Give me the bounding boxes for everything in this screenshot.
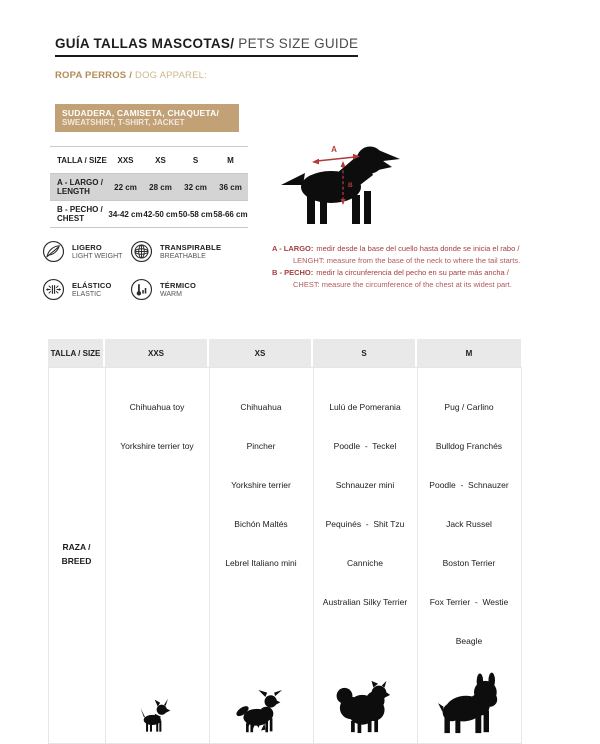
size-table-header-label: TALLA / SIZE: [57, 155, 107, 165]
breed-item: Lebrel Italiano mini: [225, 557, 297, 568]
size-col-m: M: [227, 155, 234, 165]
size-col-xxs: XXS: [117, 155, 134, 165]
page-subtitle-es: ROPA PERROS /: [55, 70, 133, 81]
feature-text: [72, 281, 112, 299]
category-box: [55, 104, 239, 132]
svg-text:A: A: [331, 145, 337, 154]
note-chest-en: CHEST: measure the circumference of the chest at its widest part.: [293, 280, 512, 289]
breed-item: Pug / Carlino: [444, 401, 494, 412]
length-row: [50, 173, 248, 200]
measuring-notes: [272, 243, 594, 291]
breed-cell-xxs: [105, 367, 210, 744]
breed-item: Boston Terrier: [442, 557, 496, 568]
dog-slot-m: [435, 674, 503, 734]
feature-label-es: TÉRMICO: [160, 280, 196, 290]
note-chest-es: [272, 267, 594, 279]
chest-row-label: B - PECHO / CHEST: [57, 205, 103, 223]
breed-item: Beagle: [455, 635, 483, 646]
breed-item: Pequinés - Shit Tzu: [325, 518, 405, 529]
thermometer-icon: [130, 278, 153, 301]
note-chest-lead: B - PECHO:: [272, 268, 314, 277]
feature-label-en: BREATHABLE: [160, 252, 206, 260]
note-chest-rest: medir la circunferencia del pecho en su parte más ancha /: [316, 268, 509, 277]
length-xxs: 22 cm: [114, 182, 137, 192]
breed-item: Yorkshire terrier toy: [120, 440, 194, 451]
page-title-es: GUÍA TALLAS MASCOTAS/: [55, 36, 235, 51]
chest-xs: 42-50 cm: [143, 209, 178, 219]
breed-header-xxs: XXS: [105, 339, 209, 367]
feature-breathable: [130, 240, 221, 263]
chest-row: [50, 200, 248, 228]
breed-item: Poodle - Schnauzer: [429, 479, 509, 490]
breed-row-label: [48, 367, 106, 744]
page-title-en: PETS SIZE GUIDE: [238, 36, 359, 51]
size-col-s: S: [192, 155, 199, 165]
feature-text: [160, 243, 221, 261]
feature-label-es: TRANSPIRABLE: [160, 242, 222, 252]
chest-xxs: 34-42 cm: [108, 209, 143, 219]
chest-m: 58-66 cm: [213, 209, 248, 219]
breed-item: Schnauzer mini: [335, 479, 395, 490]
breed-cell-xs: [209, 367, 314, 744]
size-col-xs: XS: [155, 155, 166, 165]
feature-text: [72, 243, 122, 261]
page-subtitle: [55, 70, 207, 81]
long-haired-chihuahua-silhouette-icon: [234, 690, 288, 734]
breed-item: Chihuahua: [240, 401, 282, 412]
page-title: [55, 36, 358, 57]
feature-label-es: ELÁSTICO: [72, 280, 112, 290]
note-length-lead: A - LARGO:: [272, 244, 314, 253]
feature-elastic: [42, 278, 112, 301]
breed-table: [48, 339, 521, 646]
length-s: 32 cm: [184, 182, 207, 192]
feature-lightweight: [42, 240, 122, 263]
feature-label-en: LIGHT WEIGHT: [72, 252, 123, 260]
note-length-es: [272, 243, 594, 255]
mesh-globe-icon: [130, 240, 153, 263]
breed-list-m: [429, 375, 508, 674]
category-line-en: SWEATSHIRT, T-SHIRT, JACKET: [62, 118, 185, 127]
breed-item: Fox Terrier - Westie: [429, 596, 509, 607]
breed-item: Poodle - Teckel: [333, 440, 397, 451]
chest-s: 50-58 cm: [178, 209, 213, 219]
breed-table-body: [48, 367, 521, 646]
pomeranian-silhouette-icon: [334, 680, 396, 734]
size-table: [50, 146, 248, 228]
dog-slot-xxs: [136, 479, 178, 734]
breed-item: Jack Russel: [446, 518, 492, 529]
breed-item: Australian Silky Terrier: [322, 596, 408, 607]
breed-item: Yorkshire terrier: [231, 479, 291, 490]
breed-list-xs: [225, 375, 296, 596]
breed-header-label: TALLA / SIZE: [48, 339, 105, 367]
dog-slot-xs: [234, 596, 288, 734]
feature-warm: [130, 278, 196, 301]
labrador-silhouette-icon: [279, 135, 409, 235]
svg-text:B: B: [348, 182, 353, 189]
length-m: 36 cm: [219, 182, 242, 192]
breed-cell-m: [417, 367, 522, 744]
feature-label-en: ELASTIC: [72, 290, 102, 298]
breed-row-label-es: RAZA /: [62, 542, 91, 552]
length-row-label: A - LARGO / LENGTH: [57, 178, 103, 196]
breed-table-header: [48, 339, 521, 367]
breed-item: Canniche: [347, 557, 383, 568]
size-table-header-row: [50, 146, 248, 173]
dog-slot-s: [334, 635, 396, 734]
breed-list-s: [323, 375, 407, 635]
breed-item: Pincher: [246, 440, 276, 451]
page-subtitle-en: DOG APPAREL:: [135, 70, 207, 81]
stretch-arrows-icon: [42, 278, 65, 301]
category-line-es: SUDADERA, CAMISETA, CHAQUETA/: [62, 108, 220, 118]
note-length-en: LENGHT: measure from the base of the neck to where the tail starts.: [293, 256, 521, 265]
french-bulldog-silhouette-icon: [435, 674, 503, 734]
breed-row-label-en: BREED: [61, 556, 92, 566]
breed-item: Lulú de Pomerania: [329, 401, 401, 412]
feature-label-en: WARM: [160, 290, 182, 298]
measurement-diagram: [279, 135, 409, 240]
breed-item: Chihuahua toy: [129, 401, 185, 412]
breed-header-s: S: [313, 339, 417, 367]
breed-header-m: M: [417, 339, 521, 367]
feature-text: [160, 281, 196, 299]
breed-item: Bichón Maltés: [234, 518, 288, 529]
breed-cell-s: [313, 367, 418, 744]
note-length-rest: medir desde la base del cuello hasta donde se inicia el rabo /: [316, 244, 520, 253]
breed-header-xs: XS: [209, 339, 313, 367]
length-xs: 28 cm: [149, 182, 172, 192]
breed-list-xxs: [120, 375, 193, 479]
feature-label-es: LIGERO: [72, 242, 102, 252]
feather-icon: [42, 240, 65, 263]
chihuahua-silhouette-icon: [136, 698, 178, 734]
breed-item: Bulldog Franchés: [435, 440, 503, 451]
